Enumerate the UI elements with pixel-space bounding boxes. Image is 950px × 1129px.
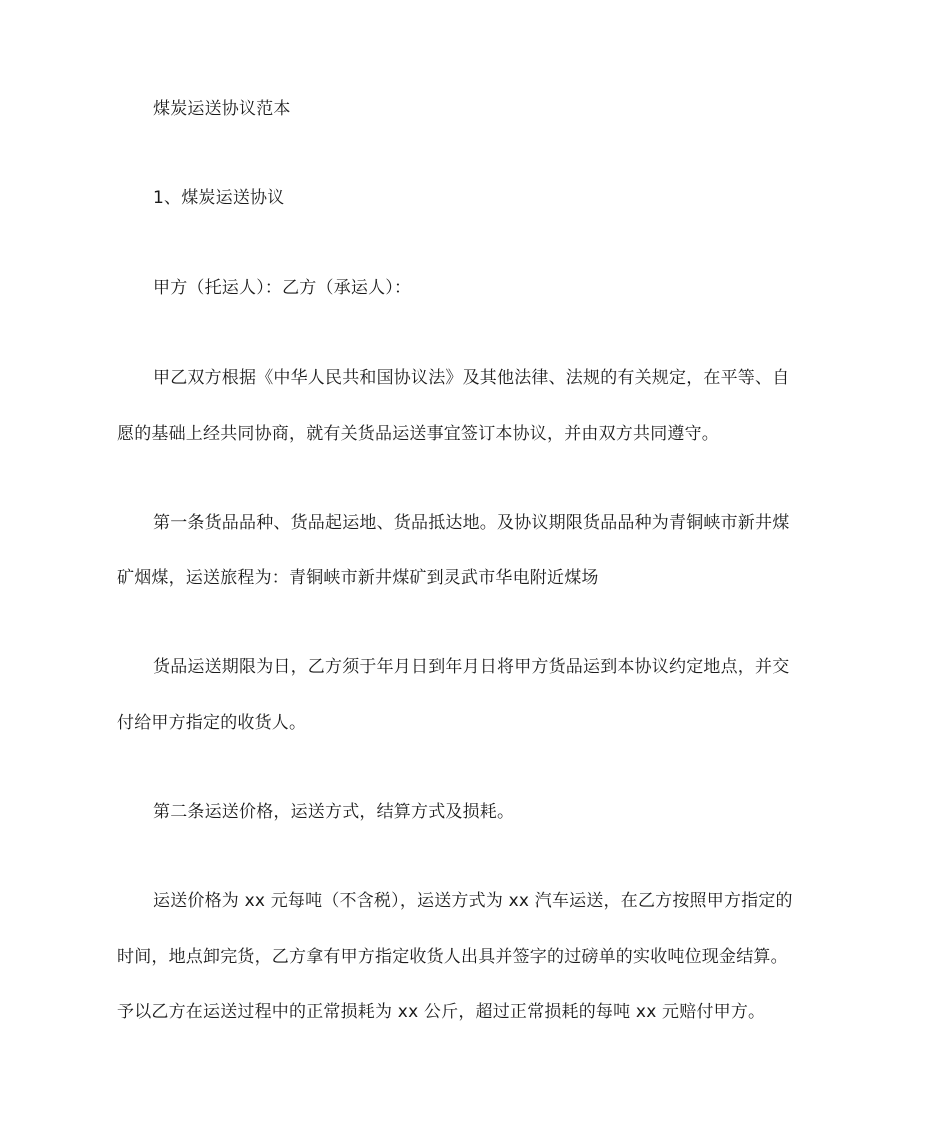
paragraph-line: 第二条运送价格，运送方式，结算方式及损耗。 xyxy=(153,802,515,822)
paragraph-line: 矿烟煤，运送旅程为：青铜峡市新井煤矿到灵武市华电附近煤场 xyxy=(117,568,599,588)
paragraph-line: 时间，地点卸完货，乙方拿有甲方指定收货人出具并签字的过磅单的实收吨位现金结算。 xyxy=(117,947,788,967)
paragraph-line: 第一条货品品种、货品起运地、货品抵达地。及协议期限货品品种为青铜峡市新井煤 xyxy=(153,513,790,533)
paragraph-line: 运送价格为 xx 元每吨（不含税），运送方式为 xx 汽车运送，在乙方按照甲方指定的 xyxy=(153,891,793,911)
section-heading: 1、煤炭运送协议 xyxy=(153,188,285,208)
paragraph-line: 予以乙方在运送过程中的正常损耗为 xx 公斤，超过正常损耗的每吨 xx 元赔付甲方。 xyxy=(117,1002,766,1022)
paragraph-line: 甲乙双方根据《中华人民共和国协议法》及其他法律、法规的有关规定，在平等、自 xyxy=(153,368,790,388)
paragraph-line: 货品运送期限为日，乙方须于年月日到年月日将甲方货品运到本协议约定地点，并交 xyxy=(153,657,790,677)
document-title: 煤炭运送协议范本 xyxy=(153,99,291,119)
paragraph-line: 愿的基础上经共同协商，就有关货品运送事宜签订本协议，并由双方共同遵守。 xyxy=(117,424,719,444)
paragraph-line: 付给甲方指定的收货人。 xyxy=(117,713,307,733)
parties-line: 甲方（托运人）：乙方（承运人）： xyxy=(153,278,412,298)
